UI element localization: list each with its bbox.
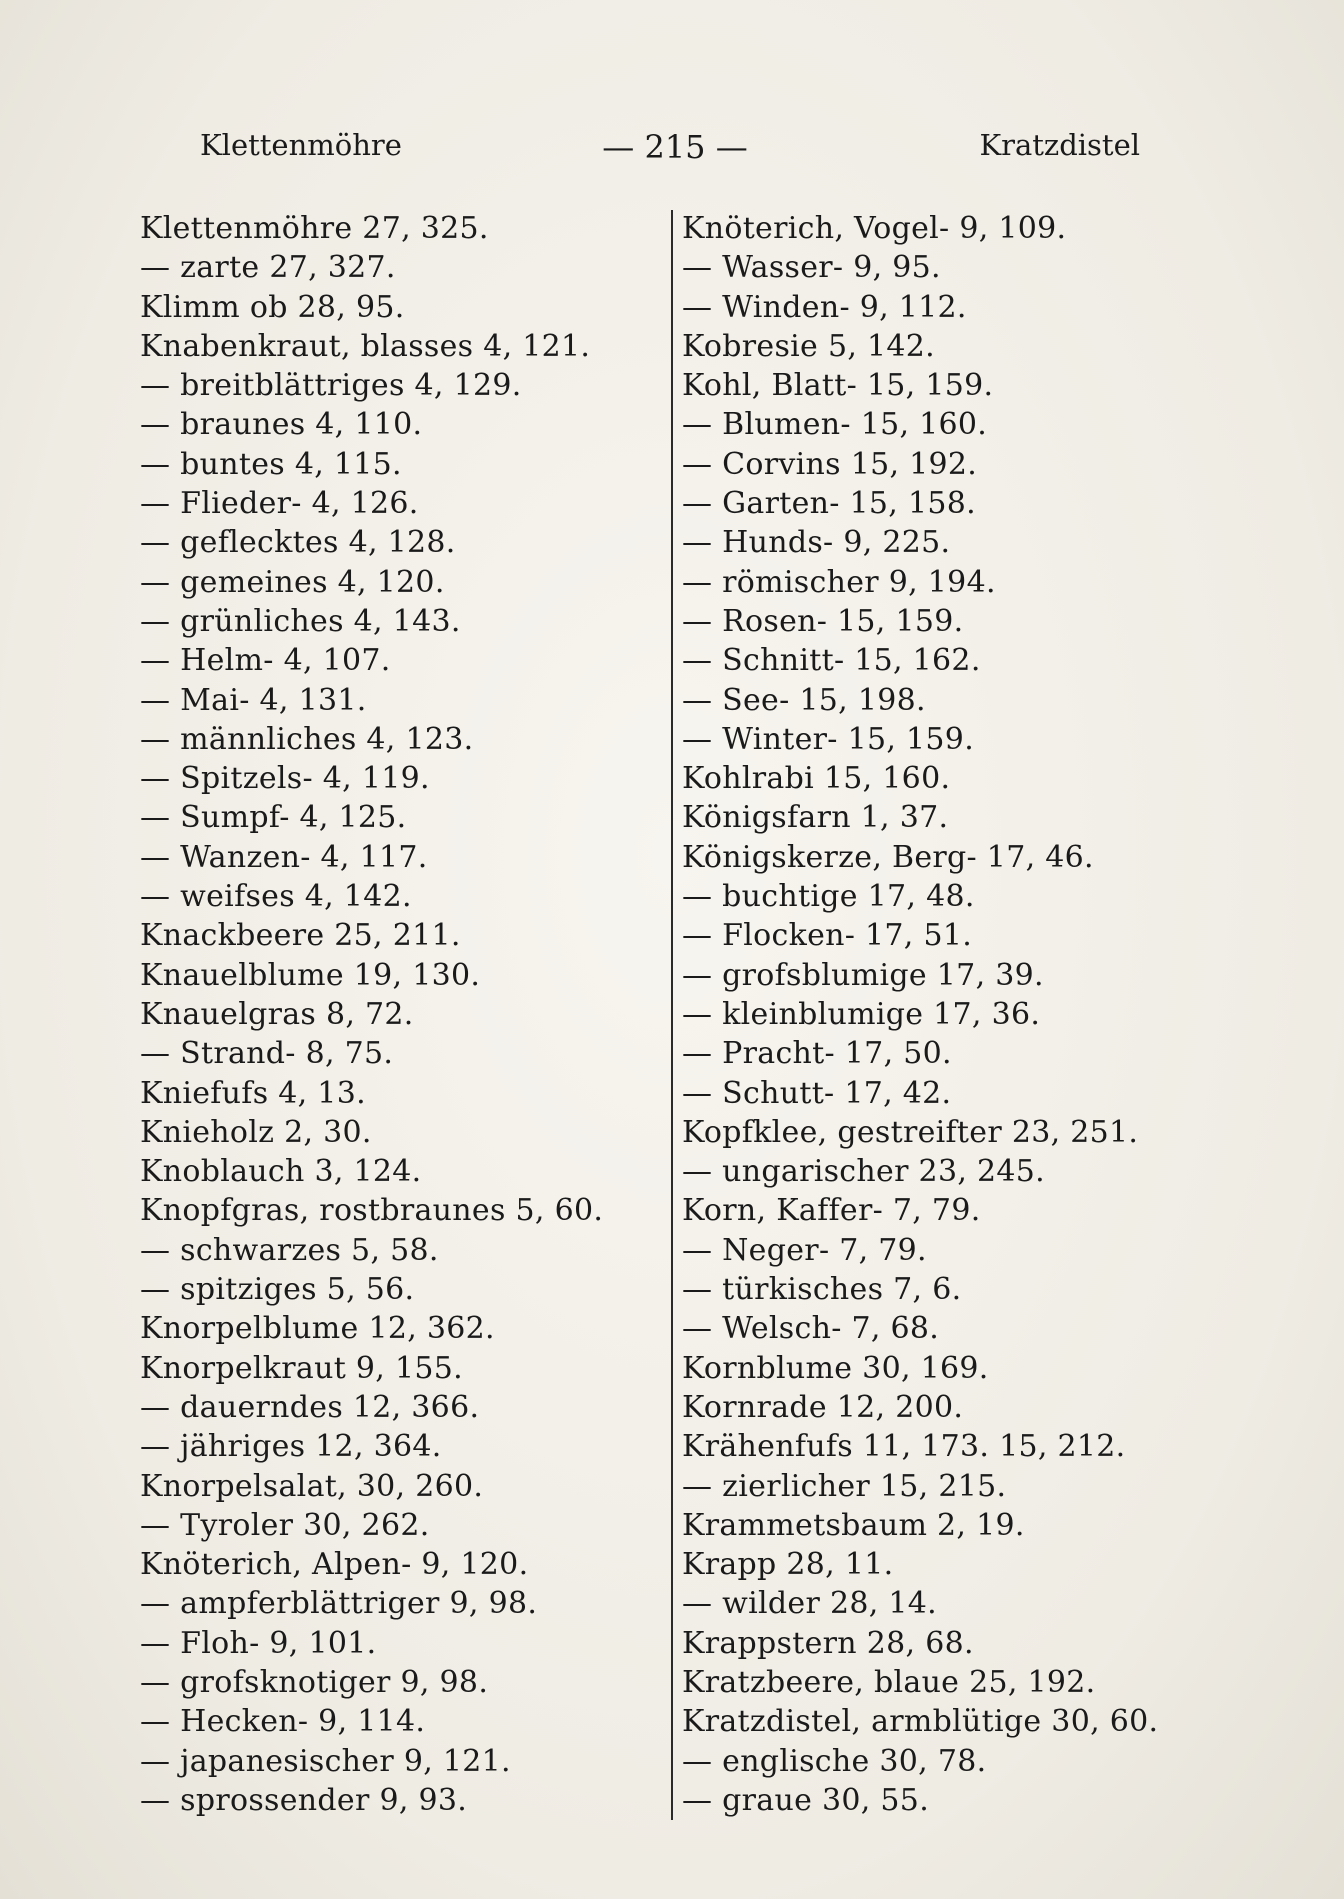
- index-entry: Klettenmöhre 27, 325.: [140, 211, 489, 246]
- index-entry: Knauelblume 19, 130.: [140, 957, 481, 993]
- index-entry: Kohl, Blatt- 15, 159.: [682, 368, 994, 404]
- index-entry: — grünliches 4, 143.: [140, 603, 461, 639]
- index-entry: — Strand- 8, 75.: [140, 1036, 394, 1072]
- index-entry: Knackbeere 25, 211.: [140, 918, 461, 954]
- index-entry: — japanesischer 9, 121.: [140, 1743, 511, 1779]
- index-entry: Kopfklee, gestreifter 23, 251.: [682, 1114, 1139, 1150]
- index-entry: — Mai- 4, 131.: [140, 682, 367, 718]
- index-entry: — spitziges 5, 56.: [140, 1272, 415, 1308]
- index-entry: Kornblume 30, 169.: [682, 1350, 989, 1386]
- index-entry: — Hecken- 9, 114.: [140, 1704, 426, 1740]
- index-entry: Klimm ob 28, 95.: [140, 289, 405, 325]
- index-entry: — Neger- 7, 79.: [682, 1232, 927, 1268]
- index-entry: — Flocken- 17, 51.: [682, 918, 973, 954]
- index-entry: — weifses 4, 142.: [140, 879, 412, 915]
- index-entry: Kohlrabi 15, 160.: [682, 761, 951, 797]
- index-entry: — Sumpf- 4, 125.: [140, 800, 407, 836]
- index-entry: — Winden- 9, 112.: [682, 289, 967, 325]
- index-entry: — kleinblumige 17, 36.: [682, 996, 1041, 1032]
- index-entry: Krappstern 28, 68.: [682, 1625, 974, 1661]
- index-entry: Kratzbeere, blaue 25, 192.: [682, 1664, 1096, 1700]
- index-entry: — römischer 9, 194.: [682, 564, 996, 600]
- index-entry: Kniefufs 4, 13.: [140, 1075, 366, 1111]
- index-entry: — See- 15, 198.: [682, 682, 926, 718]
- index-entry: — graue 30, 55.: [682, 1782, 930, 1818]
- index-entry: — englische 30, 78.: [682, 1743, 987, 1779]
- index-entry: Knopfgras, rostbraunes 5, 60.: [140, 1193, 604, 1229]
- index-entry: — Hunds- 9, 225.: [682, 525, 951, 561]
- index-entry: — Spitzels- 4, 119.: [140, 761, 430, 797]
- column-divider: [671, 210, 673, 1820]
- index-entry: — Schnitt- 15, 162.: [682, 643, 981, 679]
- index-entry: Krammetsbaum 2, 19.: [682, 1507, 1025, 1543]
- index-entry: — sprossender 9, 93.: [140, 1782, 468, 1818]
- index-entry: — schwarzes 5, 58.: [140, 1232, 439, 1268]
- index-entry: Knoblauch 3, 124.: [140, 1154, 422, 1190]
- index-entry: Kornrade 12, 200.: [682, 1389, 964, 1425]
- index-entry: — grofsblumige 17, 39.: [682, 957, 1044, 993]
- index-entry: — ampferblättriger 9, 98.: [140, 1586, 538, 1622]
- index-entry: — wilder 28, 14.: [682, 1586, 937, 1622]
- index-entry: — Flieder- 4, 126.: [140, 486, 419, 522]
- index-entry: Knöterich, Alpen- 9, 120.: [140, 1547, 529, 1583]
- index-entry: — grofsknotiger 9, 98.: [140, 1664, 489, 1700]
- page-number: — 215 —: [602, 128, 748, 166]
- index-entry: Knorpelkraut 9, 155.: [140, 1350, 463, 1386]
- header-right-keyword: Kratzdistel: [979, 128, 1140, 162]
- index-entry: Krähenfufs 11, 173. 15, 212.: [682, 1429, 1126, 1465]
- index-entry: — Winter- 15, 159.: [682, 721, 975, 757]
- index-entry: Knabenkraut, blasses 4, 121.: [140, 328, 591, 364]
- index-entry: — buntes 4, 115.: [140, 446, 402, 482]
- index-entry: Knöterich, Vogel- 9, 109.: [682, 211, 1067, 246]
- index-entry: Kobresie 5, 142.: [682, 328, 936, 364]
- index-entry: — ungarischer 23, 245.: [682, 1154, 1045, 1190]
- index-entry: Knorpelsalat, 30, 260.: [140, 1468, 484, 1504]
- index-entry: Krapp 28, 11.: [682, 1547, 894, 1583]
- index-entry: — geflecktes 4, 128.: [140, 525, 456, 561]
- index-entry: — Floh- 9, 101.: [140, 1625, 377, 1661]
- index-entry: — Tyroler 30, 262.: [140, 1507, 430, 1543]
- index-entry: — gemeines 4, 120.: [140, 564, 445, 600]
- index-entry: — zarte 27, 327.: [140, 250, 396, 286]
- index-entry: — Rosen- 15, 159.: [682, 603, 964, 639]
- index-entry: — türkisches 7, 6.: [682, 1272, 962, 1308]
- index-entry: Königskerze, Berg- 17, 46.: [682, 839, 1094, 875]
- index-column-right: [682, 209, 1242, 1820]
- index-entry: — dauerndes 12, 366.: [140, 1389, 480, 1425]
- index-entry: Knieholz 2, 30.: [140, 1114, 372, 1150]
- index-column-left: [140, 209, 680, 1820]
- index-entry: — braunes 4, 110.: [140, 407, 423, 443]
- index-entry: — buchtige 17, 48.: [682, 879, 975, 915]
- index-entry: — Welsch- 7, 68.: [682, 1311, 940, 1347]
- index-entry: — Schutt- 17, 42.: [682, 1075, 952, 1111]
- index-entry: — Wasser- 9, 95.: [682, 250, 941, 286]
- index-entry: Korn, Kaffer- 7, 79.: [682, 1193, 981, 1229]
- index-entry: — Blumen- 15, 160.: [682, 407, 988, 443]
- index-entry: — zierlicher 15, 215.: [682, 1468, 1007, 1504]
- index-entry: Knauelgras 8, 72.: [140, 996, 414, 1032]
- index-entry: — Garten- 15, 158.: [682, 486, 976, 522]
- index-entry: — jähriges 12, 364.: [140, 1429, 442, 1465]
- index-entry: — Wanzen- 4, 117.: [140, 839, 428, 875]
- index-entry: — Corvins 15, 192.: [682, 446, 978, 482]
- index-entry: — männliches 4, 123.: [140, 721, 474, 757]
- index-entry: Knorpelblume 12, 362.: [140, 1311, 495, 1347]
- index-entry: Königsfarn 1, 37.: [682, 800, 949, 836]
- index-entry: — Pracht- 17, 50.: [682, 1036, 952, 1072]
- header-left-keyword: Klettenmöhre: [200, 128, 402, 162]
- index-entry: Kratzdistel, armblütige 30, 60.: [682, 1704, 1159, 1740]
- running-header: [200, 128, 1140, 168]
- index-entry: — breitblättriges 4, 129.: [140, 368, 522, 404]
- index-entry: — Helm- 4, 107.: [140, 643, 391, 679]
